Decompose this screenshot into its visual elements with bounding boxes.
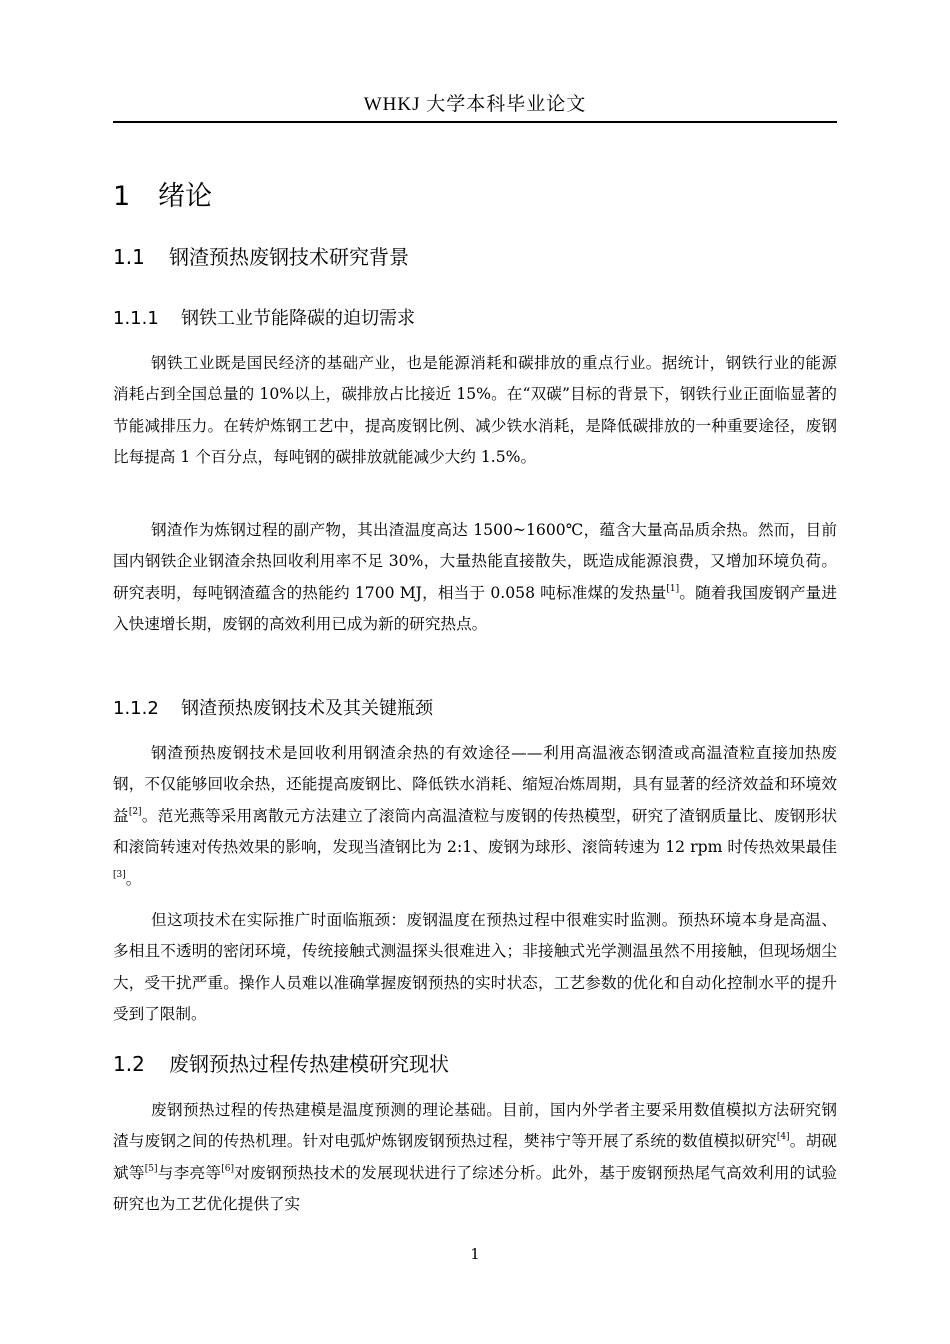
section-heading-1-1 [113,242,837,272]
paragraph-5 [113,1095,837,1221]
subsection-number: 1.1.2 [113,698,159,719]
page-number: 1 [470,1245,480,1263]
paragraph-2 [113,515,837,641]
citation-ref: [5] [144,1163,158,1174]
subsection-heading-1-1-1 [113,305,837,333]
paragraph-4: 但这项技术在实际推广时面临瓶颈：废钢温度在预热过程中很难实时监测。预热环境本身是高温、多相且不透明的密闭环境，传统接触式测温探头很难进入；非接触式光学测温虽然不用接触，但现场烟尘大，受干扰严重。操作人员难以准确掌握废钢预热的实时状态，工艺参数的优化和自动化控制水平的提升受到了限制。 [113,911,837,1024]
citation-ref: [3] [113,869,126,880]
paragraph-text: 。胡砚斌等 [113,1132,837,1182]
citation-ref: [2] [128,806,142,817]
subsection-heading-1-1-2 [113,695,837,723]
header-rule [113,121,837,123]
citation-ref: [4] [776,1132,790,1143]
paragraph-1: 钢铁工业既是国民经济的基础产业，也是能源消耗和碳排放的重点行业。据统计，钢铁行业的能源消耗占到全国总量的 10%以上，碳排放占比接近 15%。在“双碳”目标的背景下，钢铁行业正面临显著的节能减排压力。在转炉炼钢工艺中，提高废钢比例、减少铁水消耗，是降低碳排放的一种重要途径，废钢比每提高 1 个百分点，每吨钢的碳排放就能减少大约 1.5%。 [113,354,837,467]
section-heading-1-2 [113,1049,837,1079]
subsection-title: 钢铁工业节能降碳的迫切需求 [181,308,415,329]
paragraph-text: 与李亮等 [157,1163,222,1182]
paragraph-text: 钢渣作为炼钢过程的副产物，其出渣温度高达 1500~1600℃，蕴含大量高品质余热。然而，目前国内钢铁企业钢渣余热回收利用率不足 30%，大量热能直接散失，既造成能源浪费，又增加环境负荷。研究表明，每吨钢渣蕴含的热能约 1700 MJ，相当于 0.058 吨标准煤的发热量 [113,521,837,602]
section-number: 1.1 [113,245,145,269]
citation-ref: [6] [221,1163,234,1174]
chapter-number: 1 [113,181,131,212]
chapter-heading [113,178,837,216]
paragraph-text: 对废钢预热技术的发展现状进行了综述分析。此外，基于废钢预热尾气高效利用的试验研究也为工艺优化提供了实 [113,1163,837,1214]
running-header: WHKJ 大学本科毕业论文 [363,94,587,115]
paragraph-text: 废钢预热过程的传热建模是温度预测的理论基础。目前，国内外学者主要采用数值模拟方法研究钢渣与废钢之间的传热机理。针对电弧炉炼钢废钢预热过程，樊祎宁等开展了系统的数值模拟研究 [113,1101,837,1151]
subsection-number: 1.1.1 [113,308,159,329]
paragraph-text: 。 [125,869,142,888]
chapter-title: 绪论 [158,181,212,212]
subsection-title: 钢渣预热废钢技术及其关键瓶颈 [181,698,433,719]
paragraph-text: 钢渣预热废钢技术是回收利用钢渣余热的有效途径——利用高温液态钢渣或高温渣粒直接加热废钢，不仅能够回收余热，还能提高废钢比、降低铁水消耗、缩短冶炼周期，具有显著的经济效益和环境效益 [113,744,837,825]
section-title: 钢渣预热废钢技术研究背景 [169,245,409,269]
section-title: 废钢预热过程传热建模研究现状 [169,1052,449,1076]
paragraph-text: 。随着我国废钢产量进入快速增长期，废钢的高效利用已成为新的研究热点。 [113,583,837,634]
paragraph-text: 。范光燕等采用离散元方法建立了滚筒内高温渣粒与废钢的传热模型，研究了渣钢质量比、废钢形状和滚筒转速对传热效果的影响，发现当渣钢比为 2:1、废钢为球形、滚筒转速为 12 rpm 时传热效果最佳 [113,806,837,857]
citation-ref: [1] [666,583,680,594]
paragraph-3 [113,738,837,895]
section-number: 1.2 [113,1052,145,1076]
